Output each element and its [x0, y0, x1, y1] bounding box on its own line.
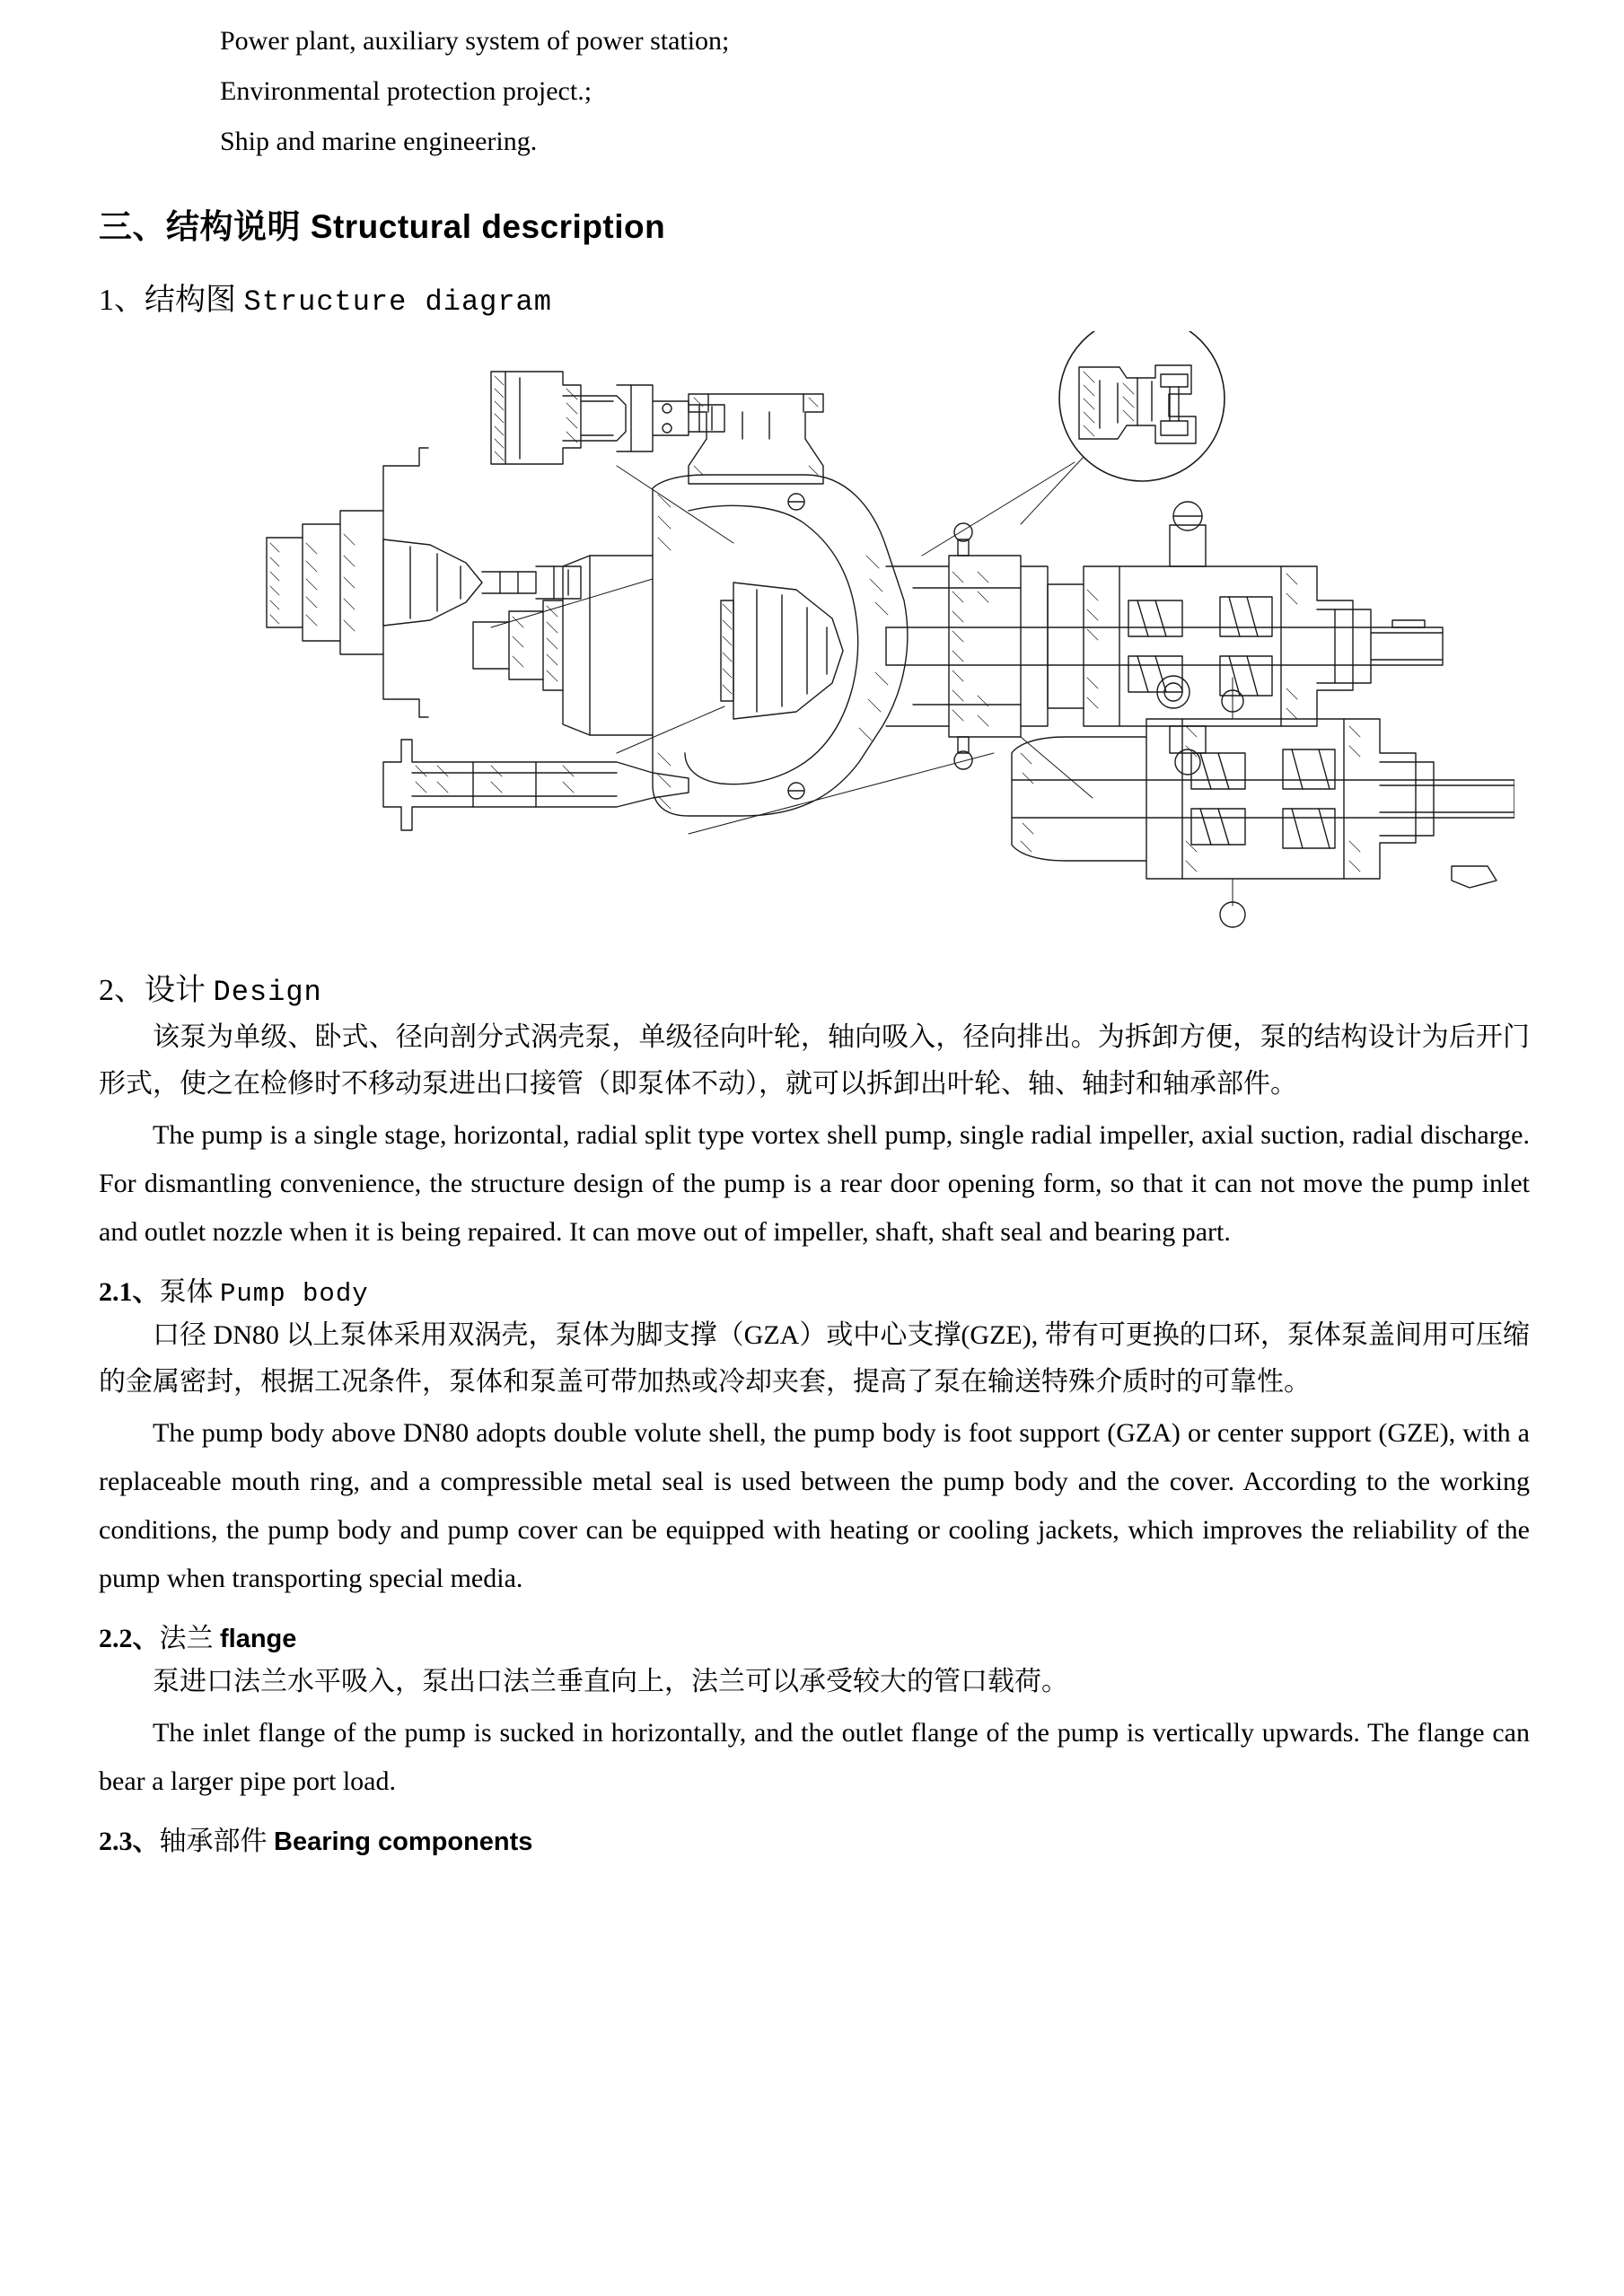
pump-body-paragraph-cn: 口径 DN80 以上泵体采用双涡壳，泵体为脚支撑（GZA）或中心支撑(GZE), 带有可更换的口环，泵体泵盖间用可压缩的金属密封，根据工况条件，泵体和泵盖可带加热或冷却夹套，提高了泵在输送特殊介质时的可靠性。: [99, 1320, 1530, 1397]
subheading-cn: 1、结构图: [99, 284, 244, 317]
intro-list: [99, 16, 1530, 167]
subheading-design-en: Design: [213, 976, 322, 1009]
heading-pump-body: [99, 1269, 1530, 1309]
flange-paragraph-en: The inlet flange of the pump is sucked in horizontally, and the outlet flange of the pump is vertically upwards. The flange can bear a larger pipe port load.: [99, 1718, 1530, 1796]
subheading-en: Structure diagram: [243, 285, 552, 319]
subheading-structure-diagram: [99, 275, 1530, 319]
intro-line: Environmental protection project.;: [220, 76, 593, 106]
subheading-design-cn: 2、设计: [99, 974, 214, 1007]
subheading-design: [99, 965, 1530, 1009]
heading-flange: [99, 1616, 1530, 1655]
heading-pump-body-cn: 泵体: [159, 1277, 220, 1307]
heading-pump-body-en: Pump body: [220, 1279, 369, 1309]
heading-flange-number: 2.2、: [99, 1624, 160, 1653]
heading-flange-cn: 法兰: [159, 1624, 220, 1653]
section-heading-structural-description: 三、结构说明 Structural description: [99, 208, 666, 245]
intro-line: Ship and marine engineering.: [220, 127, 538, 156]
heading-bearing-number: 2.3、: [99, 1827, 160, 1856]
heading-pump-body-number: 2.1、: [99, 1277, 160, 1307]
design-paragraph-en: The pump is a single stage, horizontal, radial split type vortex shell pump, single radial impeller, axial suction, radial discharge. For dismantling convenience, the structure design of the pump is a rear door opening form, so that it can not move the pump inlet and outlet nozzle when it is being repaired. It can move out of impeller, shaft, shaft seal and bearing part.: [99, 1120, 1530, 1247]
heading-bearing-en: Bearing components: [274, 1827, 533, 1856]
heading-bearing-components: [99, 1818, 1530, 1858]
heading-bearing-cn: 轴承部件: [159, 1827, 274, 1856]
pump-cross-section-drawing: [99, 331, 1530, 942]
pump-body-paragraph-en: The pump body above DN80 adopts double volute shell, the pump body is foot support (GZA) or center support (GZE), with a replaceable mouth ring, and a compressible metal seal is used between the pump body and the cover. According to the working conditions, the pump body and pump cover can be equipped with heating or cooling jackets, which improves the reliability of the pump when transporting special media.: [99, 1418, 1530, 1593]
intro-line: Power plant, auxiliary system of power station;: [220, 26, 730, 56]
flange-paragraph-cn: 泵进口法兰水平吸入，泵出口法兰垂直向上，法兰可以承受较大的管口载荷。: [153, 1667, 1068, 1696]
heading-flange-en: flange: [220, 1625, 297, 1653]
design-paragraph-cn: 该泵为单级、卧式、径向剖分式涡壳泵，单级径向叶轮，轴向吸入，径向排出。为拆卸方便，泵的结构设计为后开门形式，使之在检修时不移动泵进出口接管（即泵体不动），就可以拆卸出叶轮、轴、轴封和轴承部件。: [99, 1022, 1530, 1099]
